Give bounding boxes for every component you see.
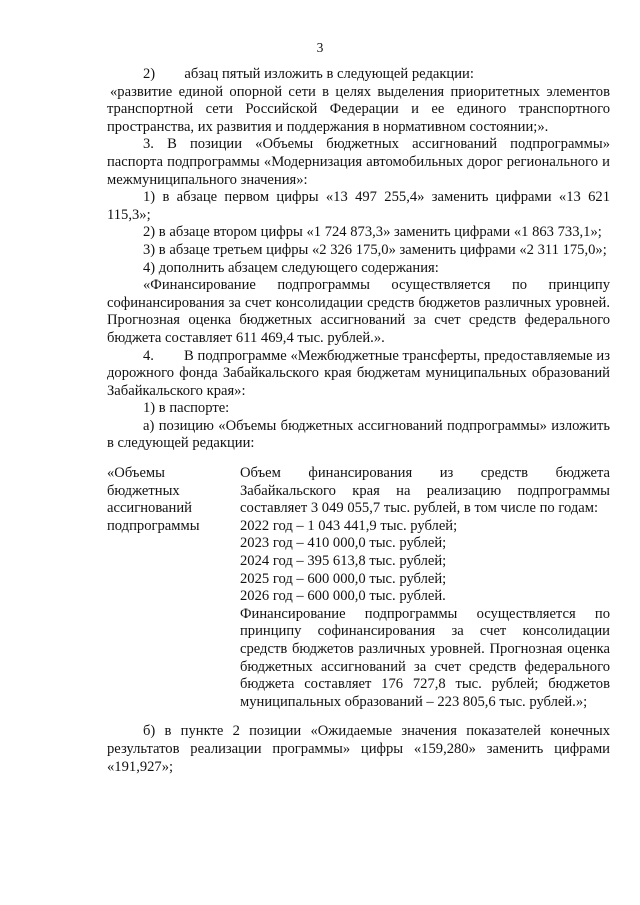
paragraph-quote-development: «развитие единой опорной сети в целях выделения приоритетных элементов транспортной сети Российской Федерации и ее единого транспортного пространства, их развития и поддержания в нормативном состоянии;». [107,83,610,135]
budget-position-table [107,465,610,711]
paragraph-passport: 1) в паспорте: [143,400,230,417]
table-year-line: 2024 год – 395 613,8 тыс. рублей; [240,553,447,570]
paragraph-second-abzac: 2) в абзаце втором цифры «1 724 873,3» заменить цифрами «1 863 733,1»; [143,224,602,241]
paragraph-position-a: а) позицию «Объемы бюджетных ассигнований подпрограммы» изложить в следующей редакции: [107,417,610,452]
table-label-line: ассигнований [107,500,192,517]
table-label-line: бюджетных [107,482,180,499]
table-label-column [107,465,240,711]
paragraph-first-abzac: 1) в абзаце первом цифры «13 497 255,4» заменить цифрами «13 621 115,3»; [107,189,610,223]
table-year-line: 2026 год – 600 000,0 тыс. рублей. [240,588,446,605]
table-intro-text: Объем финансирования из средств бюджета Забайкальского края на реализацию подпрограммы составляет 3 049 055,7 тыс. рублей, в том числе по годам: [240,465,610,517]
table-value-column [240,465,610,711]
table-year-line: 2023 год – 410 000,0 тыс. рублей; [240,535,447,552]
table-label-line: «Объемы [107,465,165,482]
paragraph-item-3-position: 3. В позиции «Объемы бюджетных ассигнований подпрограммы» паспорта подпрограммы «Модернизация автомобильных дорог регионального и межмуниципального значения»: [107,136,610,188]
paragraph-point-b: б) в пункте 2 позиции «Ожидаемые значения показателей конечных результатов реализации программы» цифры «159,280» заменить цифрами «191,927»; [107,723,610,775]
paragraph-third-abzac: 3) в абзаце третьем цифры «2 326 175,0» заменить цифрами «2 311 175,0»; [143,241,607,258]
table-label-line: подпрограммы [107,517,200,534]
page-number: 3 [316,40,324,55]
table-financing-text: Финансирование подпрограммы осуществляется по принципу софинансирования за счет консолидации средств бюджетов различных уровней. Прогнозная оценка бюджетных ассигнований за счет средств федерального бюджета составляет 176 727,8 тыс. рублей; бюджетов муниципальных образований – 223 805,6 тыс. рублей.»; [240,605,610,710]
table-year-line: 2022 год – 1 043 441,9 тыс. рублей; [240,517,458,534]
table-year-line: 2025 год – 600 000,0 тыс. рублей; [240,570,447,587]
paragraph-item-2: 2) абзац пятый изложить в следующей редакции: [143,66,474,82]
paragraph-financing-quote: «Финансирование подпрограммы осуществляется по принципу софинансирования за счет консолидации средств бюджетов различных уровней. Прогнозная оценка бюджетных ассигнований за счет средств федерального бюджета составляет 611 469,4 тыс. рублей.». [107,277,610,346]
paragraph-item-4-subprogram: 4. В подпрограмме «Межбюджетные трансферты, предоставляемые из дорожного фонда Забайкальского края бюджетам муниципальных образований Забайкальского края»: [107,347,610,399]
paragraph-add-abzac: 4) дополнить абзацем следующего содержания: [143,259,439,276]
document-body [107,66,610,776]
